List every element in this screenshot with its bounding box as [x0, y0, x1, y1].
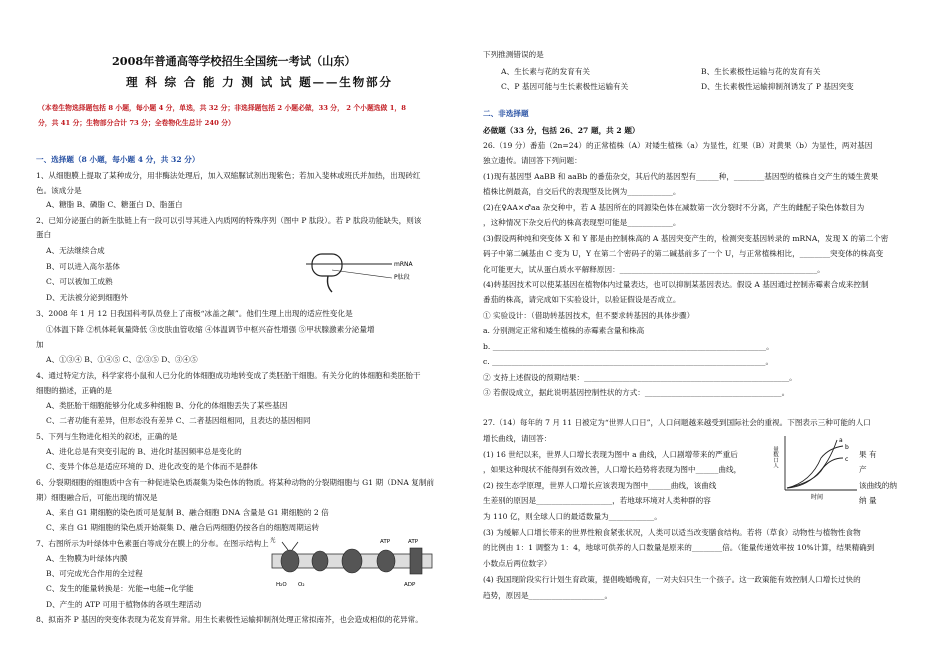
o2-label: O₂: [298, 582, 305, 588]
curve-b-label: b: [845, 444, 849, 451]
q2-option-a: A、无法继续合成: [46, 246, 105, 255]
q26-p4-step-a: a. 分别测定正常和矮生植株的赤霉素含量和株高: [483, 326, 645, 335]
curve-a-label: a: [839, 437, 843, 444]
pigment-complex-2: [312, 551, 328, 571]
q26-p4-step-b: b. ________________________________________________________________________。: [483, 342, 774, 351]
q2-option-d: D、无法被分泌到细胞外: [46, 293, 129, 302]
q27-p1-tail: 果 有: [859, 450, 877, 459]
section1-heading: 一、选择题（8 小题，每小题 4 分，共 32 分）: [36, 155, 200, 164]
q27-line1: 27.（14）每年的 7 月 11 日被定为“世界人口日”，人口问题越来越受到国际社会的重视。下图表示三种可能的人口: [483, 418, 871, 427]
q26-p4-mode: ③ 若假设成立，据此说明基因控制性状的方式：____________________________________。: [483, 388, 790, 397]
q7-option-c: C、发生的能量转换是：光能→电能→化学能: [46, 584, 194, 593]
q2-option-b: B、可以进入高尔基体: [46, 262, 120, 271]
y-axis-label: 量数口人: [772, 446, 778, 468]
q26-p3-line2: 码子中第二碱基由 C 变为 U，Y 在第二个密码子的第二碱基前多了一个 U，与正常植株相比，________突变体的株高变: [483, 249, 884, 258]
q27-population-chart: [771, 432, 861, 502]
q2-line1: 2、已知分泌蛋白的新生肽链上有一段可以引导其进入内质网的特殊序列（图中 P 肽段）。若 P 肽段功能缺失，则该: [36, 216, 422, 225]
q27-p2-tail2: 纳 量: [859, 496, 877, 505]
q1-line2: 色。该成分是: [36, 186, 82, 195]
mrna-label: mRNA: [394, 261, 413, 268]
q26-line1: 26.（19 分）番茄（2n=24）的正常植株（A）对矮生植株（a）为显性，红果（B）对黄果（b）为显性，两对基因: [483, 141, 873, 150]
q7-option-a: A、生物膜为叶绿体内膜: [46, 554, 128, 563]
q26-p3-line3: 化可能更大，试从蛋白质水平解释原因：____________________________________________________。: [483, 265, 825, 274]
q26-p1-line1: (1)现有基因型 AaBB 和 aaBb 的番茄杂交，其后代的基因型有______种，________基因型的植株自交产生的矮生黄果: [483, 172, 879, 181]
q8-option-c: C、P 基因可能与生长素极性运输有关: [501, 82, 629, 91]
q26-p2-line1: (2)在♀AA×♂aa 杂交种中，若 A 基因所在的同源染色体在减数第一次分裂时不分离，产生的雌配子染色体数目为: [483, 203, 865, 212]
q2-option-c: C、可以被加工成熟: [46, 277, 113, 286]
light-arrows: [282, 542, 298, 550]
q27-p4-line1: (4) 我国现阶段实行计划生育政策，提倡晚婚晚育，一对夫妇只生一个孩子。这一政策能有效控制人口增长过快的: [483, 575, 861, 584]
peptide-chain: [328, 276, 333, 292]
q2-line2: 蛋白: [36, 230, 52, 239]
atp-synthase: [410, 548, 422, 574]
exam-note-line2: 分，共 41 分；生物部分合计 73 分；全卷物化生总计 240 分）: [38, 119, 235, 127]
q26-p4-step-c: c. ________________________________________________________________________。: [483, 357, 774, 366]
atp-label-2: ATP: [408, 539, 419, 545]
curve-c: [787, 458, 843, 488]
pigment-complex-4: [377, 550, 395, 572]
adp-label: ADP: [404, 582, 416, 588]
section2-heading: 二、非选择题: [483, 109, 529, 118]
light-label: 光: [270, 538, 276, 544]
q7-line1: 7、右图所示为叶绿体中色素蛋白等成分在膜上的分布。在图示结构上: [36, 539, 269, 548]
x-axis-label: 时间: [811, 494, 824, 501]
ribosome-shape: [312, 254, 342, 276]
q27-p2-line3: 为 110 亿，则全球人口的最适数量为____________。: [483, 512, 662, 521]
q1-options: A、糖脂 B、磷脂 C、糖蛋白 D、脂蛋白: [46, 200, 183, 209]
q6-options-ab: A、来自 G1 期细胞的染色质可是复制 B、融合细胞 DNA 含量是 G1 期细胞的 2 倍: [46, 508, 329, 517]
exam-note-line1: （本卷生物选择题包括 8 小题，每小题 4 分，单选，共 32 分；非选择题包括 2 小题必做，33 分， 2 个小题选做 1，8: [38, 104, 406, 112]
q5-options-cd: C、变异个体总是适应环境的 D、进化改变的是个体而不是群体: [46, 462, 258, 471]
h2o-label: H₂O: [276, 582, 287, 588]
p-peptide-label: P肽段: [394, 274, 410, 281]
q4-options-ab: A、类胚胎干细胞能够分化成多种细胞 B、分化的体细胞丢失了某些基因: [46, 401, 288, 410]
q26-p4-expected: ② 支持上述假设的预期结果：______________________________________________________。: [483, 373, 797, 382]
required-heading: 必做题（33 分，包括 26、27 题，共 2 题）: [483, 126, 640, 135]
q27-p1-line1: (1) 16 世纪以来，世界人口增长表现为图中 a 曲线，人口剧增带来的严重后: [483, 450, 738, 459]
q6-line2: 期）细胞融合后，可能出现的情况是: [36, 493, 158, 502]
q3-items-cont: 加: [36, 340, 44, 349]
q4-options-cd: C、二者功能有差异，但形态没有差异 C、二者基因组相同，且表达的基因相同: [46, 416, 311, 425]
q3-options: A、①③④ B、①④⑤ C、②③⑤ D、③④⑤: [46, 355, 198, 364]
q1-line1: 1、从细胞膜上提取了某种成分，用非酶法处理后，加入双缩脲试剂出现紫色；若加入斐林或班氏并加热，出现砖红: [36, 171, 421, 180]
curve-b: [787, 446, 843, 488]
q26-p2-line2: ，这种情况下杂交后代的株高表现型可能是____________。: [483, 218, 681, 227]
q27-p1-line2: ，如果这种现状不能得到有效改善，人口增长趋势将表现为图中______曲线，: [483, 465, 742, 474]
q5-line1: 5、下列与生物进化相关的叙述，正确的是: [36, 432, 178, 441]
q3-line1: 3、2008 年 1 月 12 日我国科考队员登上了南极“冰盖之颠”。他们生理上出现的适应性变化是: [36, 309, 353, 318]
pigment-complex-1: [281, 550, 299, 572]
q7-option-b: B、可完成光合作用的全过程: [46, 569, 143, 578]
p-label-leader: [332, 270, 392, 278]
q2-peptide-figure: [306, 248, 426, 296]
q7-option-d: D、产生的 ATP 可用于植物体的各项生理活动: [46, 600, 202, 609]
q27-p2-tail: 产: [859, 465, 867, 474]
q26-line2: 独立遗传。请回答下列问题：: [483, 156, 582, 165]
q8-option-d: D、生长素极性运输抑制剂诱发了 P 基因突变: [701, 82, 854, 91]
q27-p1-tail2: 该曲线的纳: [859, 481, 897, 490]
q26-p4-design: ① 实验设计：（借助转基因技术，但不要求转基因的具体步骤）: [483, 311, 695, 320]
q27-p2-line1: (2) 按生态学原理，世界人口增长应该表现为图中______曲线，该曲线: [483, 481, 717, 490]
q27-p3-line3: 小数点后两位数字）: [483, 559, 552, 568]
curve-a: [787, 440, 837, 488]
q4-line1: 4、通过特定方法，科学家将小鼠和人已分化的体细胞成功地转变成了类胚胎干细胞。有关分化的体细胞和类胚胎干: [36, 371, 421, 380]
q26-p4-line2: 番茄的株高，请完成如下实验设计，以验证假设是否成立。: [483, 295, 681, 304]
q26-p1-line2: 植株比例最高，自交后代的表现型及比例为____________。: [483, 187, 681, 196]
q6-line1: 6、分裂期细胞的细胞质中含有一种促进染色质凝集为染色体的物质。将某种动物的分裂期细胞与 G1 期（DNA 复制前: [36, 478, 435, 487]
q5-options-ab: A、进化总是有突变引起的 B、进化时基因频率总是变化的: [46, 447, 242, 456]
q27-line2: 增长曲线，请回答：: [483, 434, 552, 443]
q27-p3-line1: (3) 为缓解人口增长带来的世界性粮食紧张状况，人类可以适当改变膳食结构。若将（草食）动物性与植物性食物: [483, 528, 861, 537]
pigment-complex-3: [342, 549, 362, 573]
q26-p4-line1: (4)转基因技术可以使某基因在植物体内过量表达，也可以抑制某基因表达。假设 A 基因通过控制赤霉素合成来控制: [483, 280, 869, 289]
exam-title: 2008年普通高等学校招生全国统一考试（山东）: [112, 54, 356, 68]
exam-subtitle: 理 科 综 合 能 力 测 试 试 题——生物部分: [126, 75, 393, 89]
q4-line2: 细胞的描述，正确的是: [36, 386, 112, 395]
q3-items: ①体温下降 ②机体耗氧量降低 ③皮肤血管收缩 ④体温调节中枢兴奋性增强 ⑤甲状腺激素分泌量增: [46, 325, 375, 334]
q6-options-cd: C、来自 G1 期细胞的染色质开始凝集 D、融合后两细胞仍按各自的细胞周期运转: [46, 523, 320, 532]
q27-p4-line2: 趋势，原因是____________________。: [483, 591, 613, 600]
q27-p3-line2: 的比例由 1：1 调整为 1：4，地球可供养的人口数量是原来的________倍。（能量传递效率按 10%计算，结果精确到: [483, 543, 875, 552]
q7-thylakoid-figure: [268, 534, 438, 596]
q8-line1: 8、拟南芥 P 基因的突变体表现为花发育异常。用生长素极性运输抑制剂处理正常拟南芥，也会造成相似的花异常。: [36, 615, 423, 624]
atp-label-1: ATP: [380, 539, 391, 545]
q8-option-a: A、生长素与花的发育有关: [501, 67, 591, 76]
q26-p3-line1: (3)假设两种纯和突变体 X 和 Y 都是由控制株高的 A 基因突变产生的，检测突变基因转录的 mRNA，发现 X 的第二个密: [483, 234, 889, 243]
q8-option-b: B、生长素极性运输与花的发育有关: [701, 67, 821, 76]
q27-p2-line2: 生差别的原因是____________________，若地球环境对人类种群的容: [483, 496, 711, 505]
curve-c-label: c: [845, 456, 849, 463]
q8-line2: 下列推测错误的是: [483, 50, 544, 59]
